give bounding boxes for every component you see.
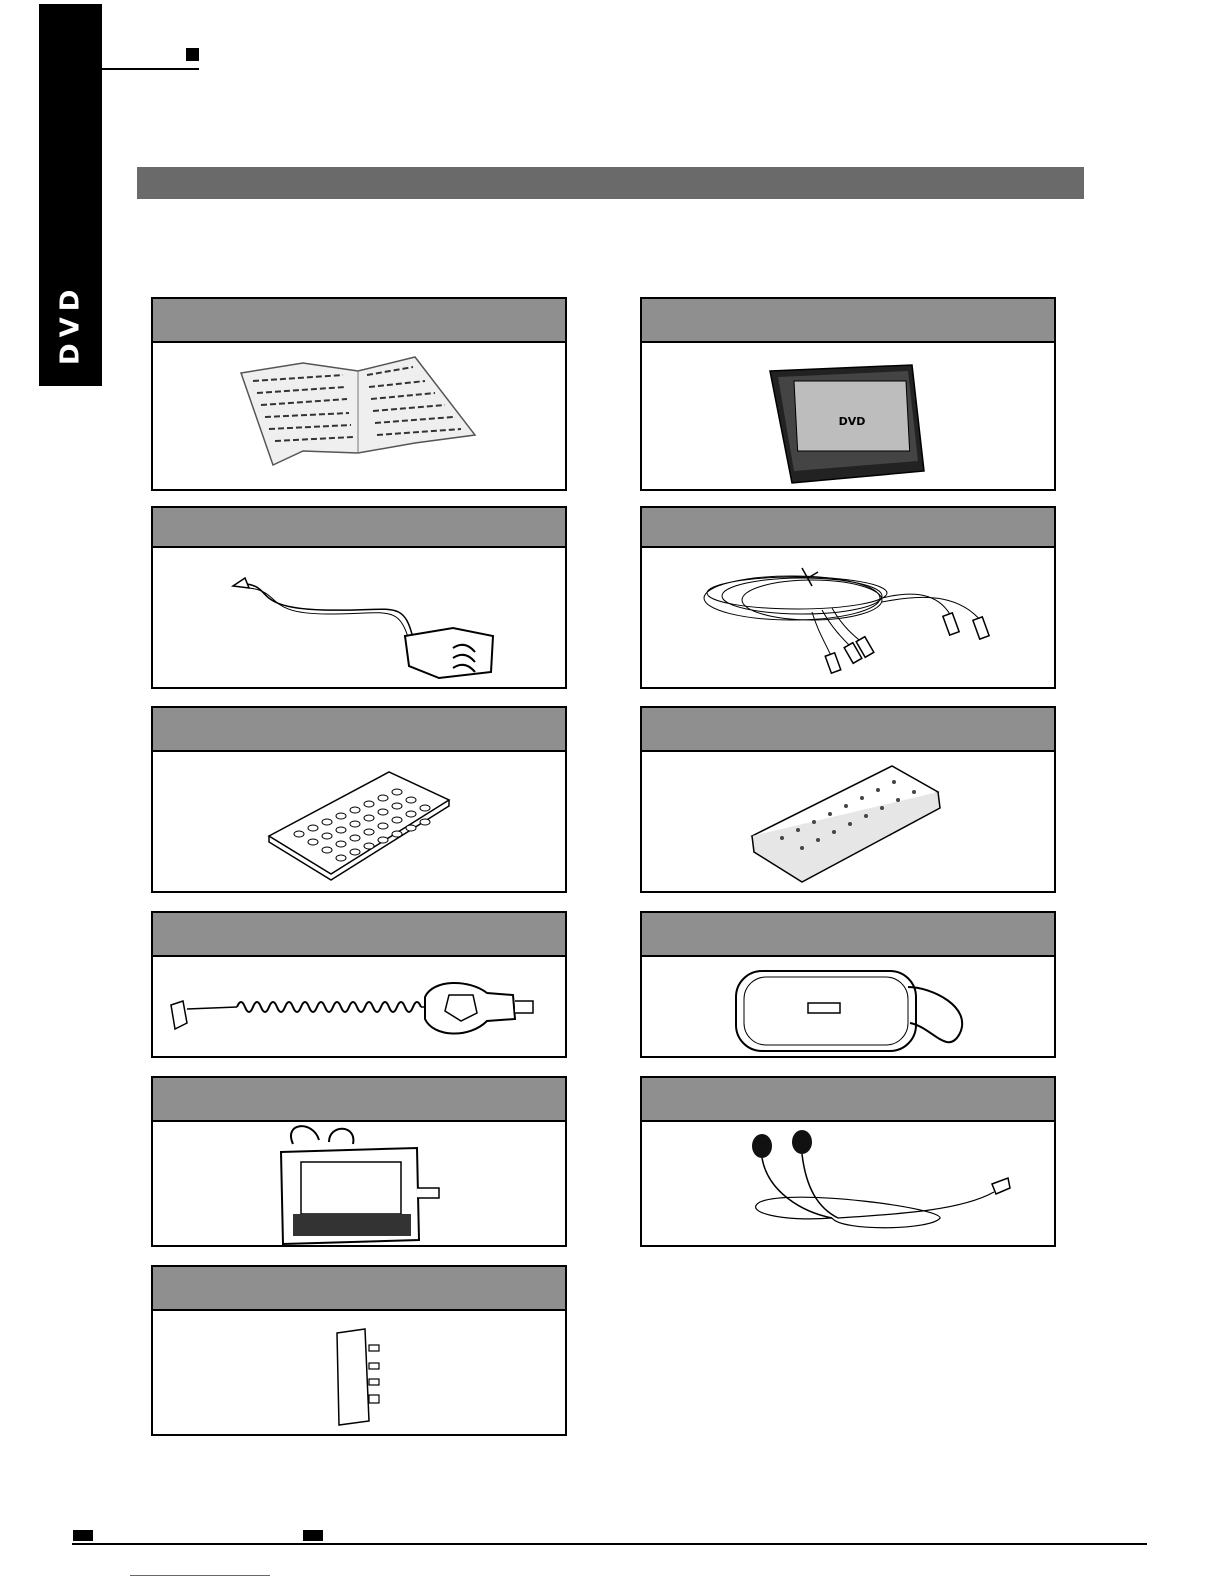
av-jack-icon <box>153 1311 565 1434</box>
card-header <box>153 1267 565 1311</box>
card-body <box>153 548 565 687</box>
player-screen-text: DVD <box>838 415 866 428</box>
card-header <box>642 299 1054 343</box>
card-header <box>153 299 565 343</box>
footer-link-underline <box>130 1575 270 1576</box>
card-body <box>153 1122 565 1245</box>
card-body <box>642 957 1054 1056</box>
accessory-card-carry-bag <box>640 911 1056 1058</box>
user-manual-icon <box>153 343 565 489</box>
section-title-bar <box>137 167 1084 199</box>
footer-rule <box>72 1543 1147 1545</box>
car-adapter-icon <box>153 957 565 1056</box>
accessory-card-av-jack <box>151 1265 567 1436</box>
card-body <box>153 957 565 1056</box>
card-header <box>642 508 1054 548</box>
dvd-player-icon <box>642 343 1054 489</box>
card-body <box>153 752 565 891</box>
accessory-card-earphones <box>640 1076 1056 1247</box>
side-tab <box>39 4 102 386</box>
carry-bag-icon <box>642 957 1054 1056</box>
accessory-card-av-cable <box>640 506 1056 689</box>
accessory-card-car-mount <box>151 1076 567 1247</box>
footer-marker-left <box>73 1530 93 1541</box>
card-body <box>642 1122 1054 1245</box>
card-body <box>153 1311 565 1434</box>
av-cable-icon <box>642 548 1054 687</box>
card-header <box>642 1078 1054 1122</box>
accessory-card-player <box>640 297 1056 491</box>
accessory-card-ac-adapter <box>151 506 567 689</box>
card-header <box>153 708 565 752</box>
card-body <box>153 343 565 489</box>
accessory-card-car-adapter <box>151 911 567 1058</box>
battery-pack-icon <box>642 752 1054 891</box>
card-body <box>642 343 1054 489</box>
card-header <box>153 508 565 548</box>
accessory-card-manual <box>151 297 567 491</box>
card-header <box>642 913 1054 957</box>
footer-marker-right <box>303 1530 323 1541</box>
header-marker <box>186 48 199 61</box>
earphones-icon <box>642 1122 1054 1245</box>
ac-adapter-icon <box>153 548 565 687</box>
side-tab-label: DVD <box>55 283 86 365</box>
header-rule <box>102 68 199 70</box>
remote-control-icon <box>153 752 565 891</box>
card-header <box>153 913 565 957</box>
card-header <box>153 1078 565 1122</box>
card-header <box>642 708 1054 752</box>
accessory-card-battery <box>640 706 1056 893</box>
accessory-card-remote <box>151 706 567 893</box>
card-body <box>642 752 1054 891</box>
headrest-mount-icon <box>153 1122 565 1245</box>
card-body <box>642 548 1054 687</box>
